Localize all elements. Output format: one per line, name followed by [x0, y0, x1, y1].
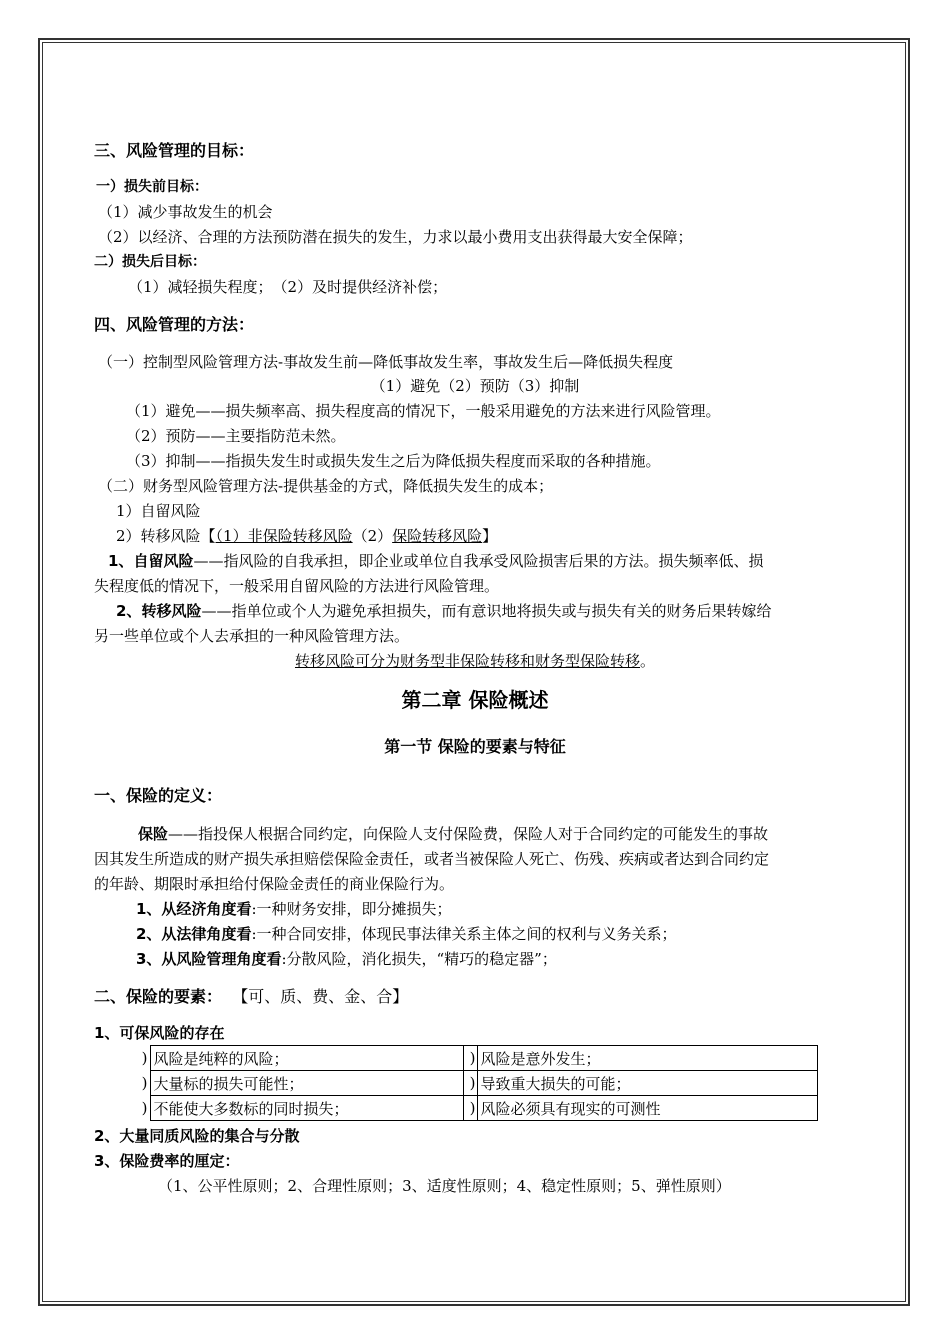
self-retention-text-2: 失程度低的情况下，一般采用自留风险的方法进行风险管理。 — [94, 577, 500, 595]
transfer-prefix: 2）转移风险【 — [116, 527, 216, 545]
table-cell: 风险是意外发生； — [477, 1046, 817, 1071]
view-legal-label: 2、从法律角度看 — [136, 925, 252, 943]
self-retention-text-1: ——指风险的自我承担，即企业或单位自我承受风险损害后果的方法。损失频率低、损 — [193, 552, 764, 570]
heading-insurance-definition: 一、保险的定义： — [94, 786, 223, 805]
view-economic-text: :一种财务安排，即分摊损失； — [251, 900, 452, 918]
transfer-note-end: 。 — [640, 652, 656, 670]
element-1-insurable-risk: 1、可保风险的存在 — [94, 1024, 225, 1042]
table-row: ) 风险是纯粹的风险； ) 风险是意外发生； — [94, 1046, 817, 1071]
view-risk-text: :分散风险，消化损失，“精巧的稳定器”； — [281, 950, 557, 968]
element-2-homogeneous-risks: 2、大量同质风险的集合与分散 — [94, 1127, 300, 1145]
table-cell: 不能使大多数标的同时损失； — [150, 1096, 463, 1121]
heading-insurance-elements — [94, 987, 408, 1007]
section-title: 第一节 保险的要素与特征 — [384, 737, 566, 756]
transfer-text-2: 另一些单位或个人去承担的一种风险管理方法。 — [94, 627, 410, 645]
suppress-definition: （3）抑制——指损失发生时或损失发生之后为降低损失程度而采取的各种措施。 — [126, 452, 661, 470]
view-economic-label: 1、从经济角度看 — [136, 900, 252, 918]
view-risk-label: 3、从风险管理角度看 — [136, 950, 282, 968]
table-cell: 大量标的损失可能性； — [150, 1071, 463, 1096]
table-cell: 风险必须具有现实的可测性 — [477, 1096, 817, 1121]
transfer-note — [0, 651, 950, 671]
definition-term: 保险 — [138, 825, 169, 843]
transfer-insurance: 保险转移风险 — [392, 527, 483, 545]
table-cell: 风险是纯粹的风险； — [150, 1046, 463, 1071]
view-economic — [136, 899, 452, 919]
elements-title: 二、保险的要素： — [94, 987, 223, 1006]
table-cell: 导致重大损失的可能； — [477, 1071, 817, 1096]
control-method-types: （1）避免（2）预防（3）抑制 — [370, 377, 580, 395]
definition-para-1 — [138, 824, 768, 844]
transfer-mid: （2） — [352, 527, 393, 545]
transfer-note-text: 转移风险可分为财务型非保险转移和财务型保险转移 — [294, 652, 640, 670]
post-loss-goals-heading: 二）损失后目标： — [94, 254, 206, 270]
control-method: （一）控制型风险管理方法-事故发生前—降低事故发生率，事故发生后—降低损失程度 — [98, 353, 674, 371]
transfer-end: 】 — [482, 527, 498, 545]
self-retention-term: 自留风险 — [133, 552, 194, 570]
view-legal-text: :一种合同安排，体现民事法律关系主体之间的权利与义务关系； — [251, 925, 677, 943]
premium-rate-principles: （1、公平性原则；2、合理性原则；3、适度性原则；4、稳定性原则；5、弹性原则） — [158, 1177, 731, 1195]
avoid-definition: （1）避免——损失频率高、损失程度高的情况下，一般采用避免的方法来进行风险管理。 — [126, 402, 721, 420]
transfer-non-insurance: （1）非保险转移风险 — [215, 527, 353, 545]
transfer-text-1: ——指单位或个人为避免承担损失，而有意识地将损失或与损失有关的财务后果转嫁给 — [201, 602, 772, 620]
insurable-risk-conditions-table — [94, 1045, 818, 1121]
transfer-para-1 — [116, 601, 771, 621]
self-retention-num: 1、 — [108, 552, 134, 570]
transfer-term: 转移风险 — [141, 602, 202, 620]
pre-loss-goal-2: （2）以经济、合理的方法预防潜在损失的发生，力求以最小费用支出获得最大安全保障； — [98, 228, 693, 246]
post-loss-goals: （1）减轻损失程度； （2）及时提供经济补偿； — [128, 278, 448, 296]
view-risk-management — [136, 949, 557, 969]
table-row: ) 不能使大多数标的同时损失； ) 风险必须具有现实的可测性 — [94, 1096, 817, 1121]
retain-risk: 1）自留风险 — [116, 502, 201, 520]
pre-loss-goal-1: （1）减少事故发生的机会 — [98, 203, 273, 221]
pre-loss-goals-heading: 一）损失前目标： — [96, 179, 208, 195]
elements-mnemonic: 【可、质、费、金、合】 — [232, 987, 409, 1006]
chapter-title: 第二章 保险概述 — [401, 688, 549, 712]
element-3-premium-rate: 3、保险费率的厘定： — [94, 1152, 240, 1170]
definition-text-1: ——指投保人根据合同约定，向保险人支付保险费，保险人对于合同约定的可能发生的事故 — [168, 825, 769, 843]
transfer-risk-line — [116, 526, 497, 546]
self-retention-para-1 — [108, 551, 763, 571]
prevent-definition: （2）预防——主要指防范未然。 — [126, 427, 346, 445]
table-row: ) 大量标的损失可能性； ) 导致重大损失的可能； — [94, 1071, 817, 1096]
heading-risk-management-methods: 四、风险管理的方法： — [94, 315, 255, 334]
definition-text-3: 的年龄、期限时承担给付保险金责任的商业保险行为。 — [94, 875, 455, 893]
heading-risk-management-goals: 三、风险管理的目标： — [94, 141, 255, 160]
transfer-num: 2、 — [116, 602, 142, 620]
view-legal — [136, 924, 677, 944]
definition-text-2: 因其发生所造成的财产损失承担赔偿保险金责任，或者当被保险人死亡、伤残、疾病或者达到合同约定 — [94, 850, 770, 868]
finance-method: （二）财务型风险管理方法-提供基金的方式，降低损失发生的成本； — [98, 477, 554, 495]
